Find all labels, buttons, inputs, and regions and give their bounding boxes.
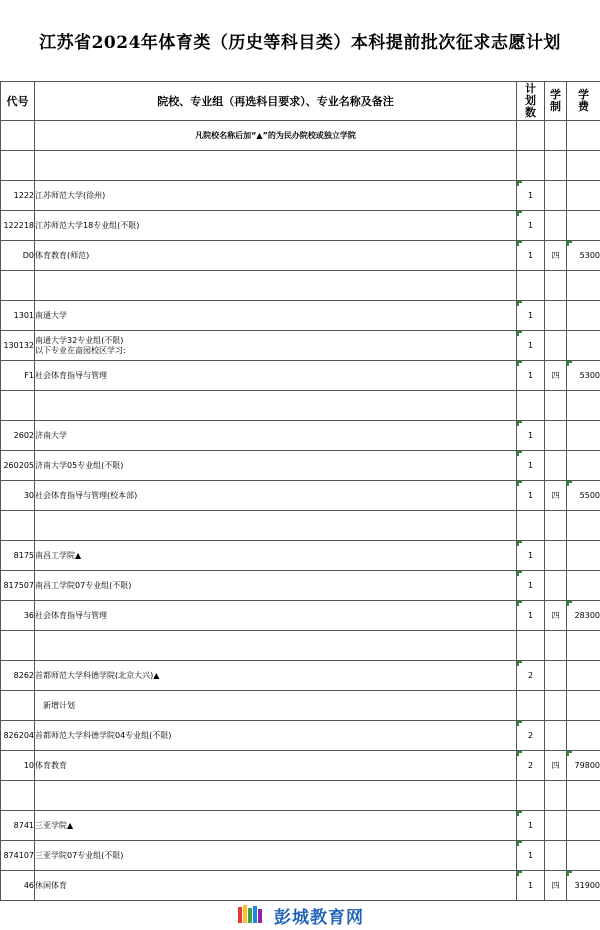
cell-name-line: 南通大学32专业组(不限)	[35, 335, 124, 345]
cell-fee: 28300	[567, 601, 600, 631]
cell-length	[545, 841, 567, 871]
cell-code: 260205	[1, 451, 35, 481]
cell-fee	[567, 841, 600, 871]
cell-name: 新增计划	[35, 691, 517, 721]
cell-name: 南通大学	[35, 301, 517, 331]
cell-length	[545, 271, 567, 301]
cell-code: 1301	[1, 301, 35, 331]
cell-plan: 1	[517, 571, 545, 601]
cell-fee	[567, 181, 600, 211]
table-row	[1, 781, 600, 811]
table-row	[1, 211, 600, 241]
cell-name: 济南大学	[35, 421, 517, 451]
cell-fee	[567, 151, 600, 181]
cell-plan	[517, 781, 545, 811]
cell-fee	[567, 811, 600, 841]
cell-length	[545, 181, 567, 211]
cell-code: 874107	[1, 841, 35, 871]
header-name: 院校、专业组（再选科目要求）、专业名称及备注	[35, 82, 517, 121]
enrollment-plan-table	[0, 81, 600, 901]
cell-name: 休闲体育	[35, 871, 517, 901]
note-text: 凡院校名称后加“▲”的为民办院校或独立学院	[35, 121, 517, 151]
cell-fee	[567, 631, 600, 661]
cell-fee	[567, 721, 600, 751]
cell-fee	[567, 391, 600, 421]
cell-name: 江苏师范大学(徐州)	[35, 181, 517, 211]
cell-code: D0	[1, 241, 35, 271]
cell-length: 四	[545, 361, 567, 391]
table-row	[1, 571, 600, 601]
header-fee: 学 费	[567, 82, 600, 121]
cell-length	[545, 391, 567, 421]
cell-fee	[567, 451, 600, 481]
cell-name: 南昌工学院▲	[35, 541, 517, 571]
cell-name: 江苏师范大学18专业组(不限)	[35, 211, 517, 241]
cell-code: 817507	[1, 571, 35, 601]
table-row	[1, 331, 600, 361]
table-row	[1, 811, 600, 841]
cell-name: 南昌工学院07专业组(不限)	[35, 571, 517, 601]
note-code-cell	[1, 121, 35, 151]
cell-code	[1, 151, 35, 181]
cell-length	[545, 331, 567, 361]
cell-name: 社会体育指导与管理	[35, 361, 517, 391]
table-row	[1, 511, 600, 541]
cell-name: 体育教育	[35, 751, 517, 781]
cell-length	[545, 721, 567, 751]
cell-code: 130132	[1, 331, 35, 361]
cell-fee	[567, 331, 600, 361]
cell-length: 四	[545, 241, 567, 271]
cell-length	[545, 661, 567, 691]
cell-plan	[517, 691, 545, 721]
table-row	[1, 841, 600, 871]
cell-name	[35, 511, 517, 541]
cell-code	[1, 781, 35, 811]
table-row	[1, 301, 600, 331]
table-row	[1, 661, 600, 691]
cell-length	[545, 691, 567, 721]
cell-fee	[567, 421, 600, 451]
table-row	[1, 151, 600, 181]
table-row	[1, 601, 600, 631]
cell-length: 四	[545, 601, 567, 631]
cell-plan	[517, 151, 545, 181]
table-row	[1, 481, 600, 511]
cell-length	[545, 511, 567, 541]
table-row	[1, 451, 600, 481]
cell-name: 体育教育(师范)	[35, 241, 517, 271]
header-plan: 计 划 数	[517, 82, 545, 121]
book-icon	[236, 903, 270, 925]
cell-code: 36	[1, 601, 35, 631]
cell-fee: 31900	[567, 871, 600, 901]
cell-fee	[567, 781, 600, 811]
cell-plan: 1	[517, 211, 545, 241]
table-row	[1, 241, 600, 271]
table-row	[1, 181, 600, 211]
cell-fee: 5500	[567, 481, 600, 511]
cell-code: 8262	[1, 661, 35, 691]
cell-plan: 1	[517, 841, 545, 871]
watermark-text: 彭城教育网	[274, 908, 364, 928]
cell-plan: 1	[517, 301, 545, 331]
cell-plan: 2	[517, 721, 545, 751]
cell-name-remark: 以下专业在啬园校区学习:	[35, 345, 126, 355]
table-row	[1, 391, 600, 421]
cell-length	[545, 211, 567, 241]
cell-code: 122218	[1, 211, 35, 241]
cell-code: 8175	[1, 541, 35, 571]
cell-plan: 1	[517, 481, 545, 511]
cell-plan: 1	[517, 871, 545, 901]
cell-name	[35, 331, 517, 361]
cell-fee: 79800	[567, 751, 600, 781]
cell-length	[545, 421, 567, 451]
table-header-row	[1, 82, 600, 121]
cell-plan: 1	[517, 181, 545, 211]
cell-name: 三亚学院▲	[35, 811, 517, 841]
table-row	[1, 271, 600, 301]
cell-length	[545, 781, 567, 811]
cell-name	[35, 631, 517, 661]
cell-code	[1, 391, 35, 421]
cell-plan	[517, 391, 545, 421]
cell-plan: 1	[517, 811, 545, 841]
cell-plan: 1	[517, 361, 545, 391]
cell-code: 826204	[1, 721, 35, 751]
cell-plan: 1	[517, 331, 545, 361]
table-row	[1, 361, 600, 391]
cell-plan: 1	[517, 601, 545, 631]
cell-fee	[567, 571, 600, 601]
cell-length: 四	[545, 481, 567, 511]
cell-plan: 2	[517, 661, 545, 691]
cell-name	[35, 151, 517, 181]
cell-fee	[567, 511, 600, 541]
cell-code	[1, 511, 35, 541]
cell-fee	[567, 661, 600, 691]
cell-code	[1, 691, 35, 721]
table-row	[1, 691, 600, 721]
cell-fee	[567, 541, 600, 571]
table-row	[1, 751, 600, 781]
cell-name	[35, 271, 517, 301]
cell-fee	[567, 691, 600, 721]
cell-length	[545, 541, 567, 571]
table-row	[1, 421, 600, 451]
header-length: 学 制	[545, 82, 567, 121]
cell-length	[545, 451, 567, 481]
cell-plan: 1	[517, 241, 545, 271]
watermark-logo	[236, 901, 366, 927]
cell-name: 三亚学院07专业组(不限)	[35, 841, 517, 871]
cell-length	[545, 571, 567, 601]
cell-code: 8741	[1, 811, 35, 841]
table-row	[1, 541, 600, 571]
cell-length	[545, 301, 567, 331]
cell-fee: 5300	[567, 241, 600, 271]
header-code: 代号	[1, 82, 35, 121]
cell-length: 四	[545, 751, 567, 781]
cell-code	[1, 271, 35, 301]
cell-code: 10	[1, 751, 35, 781]
cell-code: 30	[1, 481, 35, 511]
table-row	[1, 631, 600, 661]
cell-name: 社会体育指导与管理(校本部)	[35, 481, 517, 511]
cell-plan: 2	[517, 751, 545, 781]
cell-length	[545, 151, 567, 181]
cell-name: 社会体育指导与管理	[35, 601, 517, 631]
cell-length	[545, 631, 567, 661]
cell-name: 济南大学05专业组(不限)	[35, 451, 517, 481]
cell-name: 首都师范大学科德学院04专业组(不限)	[35, 721, 517, 751]
cell-name	[35, 781, 517, 811]
note-row	[1, 121, 600, 151]
cell-plan: 1	[517, 541, 545, 571]
cell-plan	[517, 511, 545, 541]
cell-fee	[567, 301, 600, 331]
cell-code	[1, 631, 35, 661]
cell-length: 四	[545, 871, 567, 901]
cell-code: 1222	[1, 181, 35, 211]
cell-name: 首都师范大学科德学院(北京大兴)▲	[35, 661, 517, 691]
cell-length	[545, 811, 567, 841]
cell-plan: 1	[517, 451, 545, 481]
cell-code: F1	[1, 361, 35, 391]
cell-plan: 1	[517, 421, 545, 451]
cell-fee: 5300	[567, 361, 600, 391]
page-title: 江苏省2024年体育类（历史等科目类）本科提前批次征求志愿计划	[39, 33, 561, 53]
cell-code: 46	[1, 871, 35, 901]
cell-code: 2602	[1, 421, 35, 451]
cell-fee	[567, 211, 600, 241]
cell-fee	[567, 271, 600, 301]
cell-name	[35, 391, 517, 421]
table-row	[1, 721, 600, 751]
cell-plan	[517, 271, 545, 301]
table-row	[1, 871, 600, 901]
cell-plan	[517, 631, 545, 661]
